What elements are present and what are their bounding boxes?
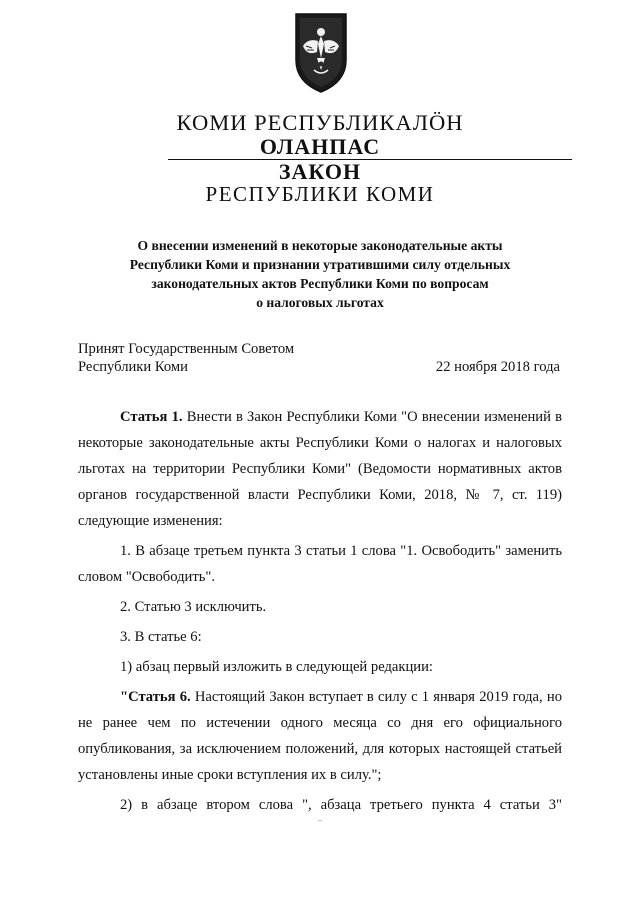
list-item: 1) абзац первый изложить в следующей редакции:	[120, 659, 433, 675]
subject-line: о налоговых льготах	[256, 295, 384, 310]
list-item: 2) в абзаце втором слова ", абзаца третьего пункта 4 статьи 3"	[120, 797, 562, 813]
law-title: ЗАКОН	[278, 159, 362, 184]
adopted-by-line: Республики Коми	[78, 359, 188, 375]
republic-title: РЕСПУБЛИКИ КОМИ	[205, 182, 435, 206]
article-label: Статья 1.	[120, 409, 183, 425]
subject-line: О внесении изменений в некоторые законодательные акты	[137, 238, 503, 253]
quoted-article-label: "Статья 6.	[120, 689, 191, 705]
subject-line: законодательных актов Республики Коми по вопросам	[151, 276, 489, 291]
quoted-article-paragraph	[78, 684, 562, 788]
list-item: 1. В абзаце третьем пункта 3 статьи 1 слова "1. Освободить" заменить словом "Освободить".	[78, 543, 562, 585]
adoption-info	[78, 340, 378, 376]
law-subject	[80, 236, 560, 312]
list-item: 2. Статью 3 исключить.	[120, 599, 267, 615]
komi-title: КОМИ РЕСПУБЛИКАЛÖН	[176, 110, 464, 135]
document-body	[78, 404, 562, 818]
adopted-by-line: Принят Государственным Советом	[78, 341, 295, 357]
olanpas-title: ОЛАНПАС	[259, 134, 381, 159]
article-text: Внести в Закон Республики Коми "О внесении изменений в некоторые законодательные акты Республики Коми о налогах и налоговых льготах на территории Республики Коми" (Ведомости нормативных актов органов государственной власти Республики Коми, 2018, № 7, ст. 119) следующие изменения:	[78, 409, 562, 529]
subject-line: Республики Коми и признании утратившими силу отдельных	[129, 257, 511, 272]
quoted-article-text: Настоящий Закон вступает в силу с 1 января 2019 года, но не ранее чем по истечении одного месяца со дня его официального опубликования, за исключением положений, для которых настоящей статьей установлены иные сроки вступления их в силу.";	[78, 689, 562, 783]
adoption-date: 22 ноября 2018 года	[435, 359, 560, 375]
list-item: 3. В статье 6:	[120, 629, 202, 645]
coat-of-arms-emblem	[290, 8, 352, 96]
article-1-paragraph	[78, 404, 562, 534]
page-mark	[318, 820, 322, 821]
